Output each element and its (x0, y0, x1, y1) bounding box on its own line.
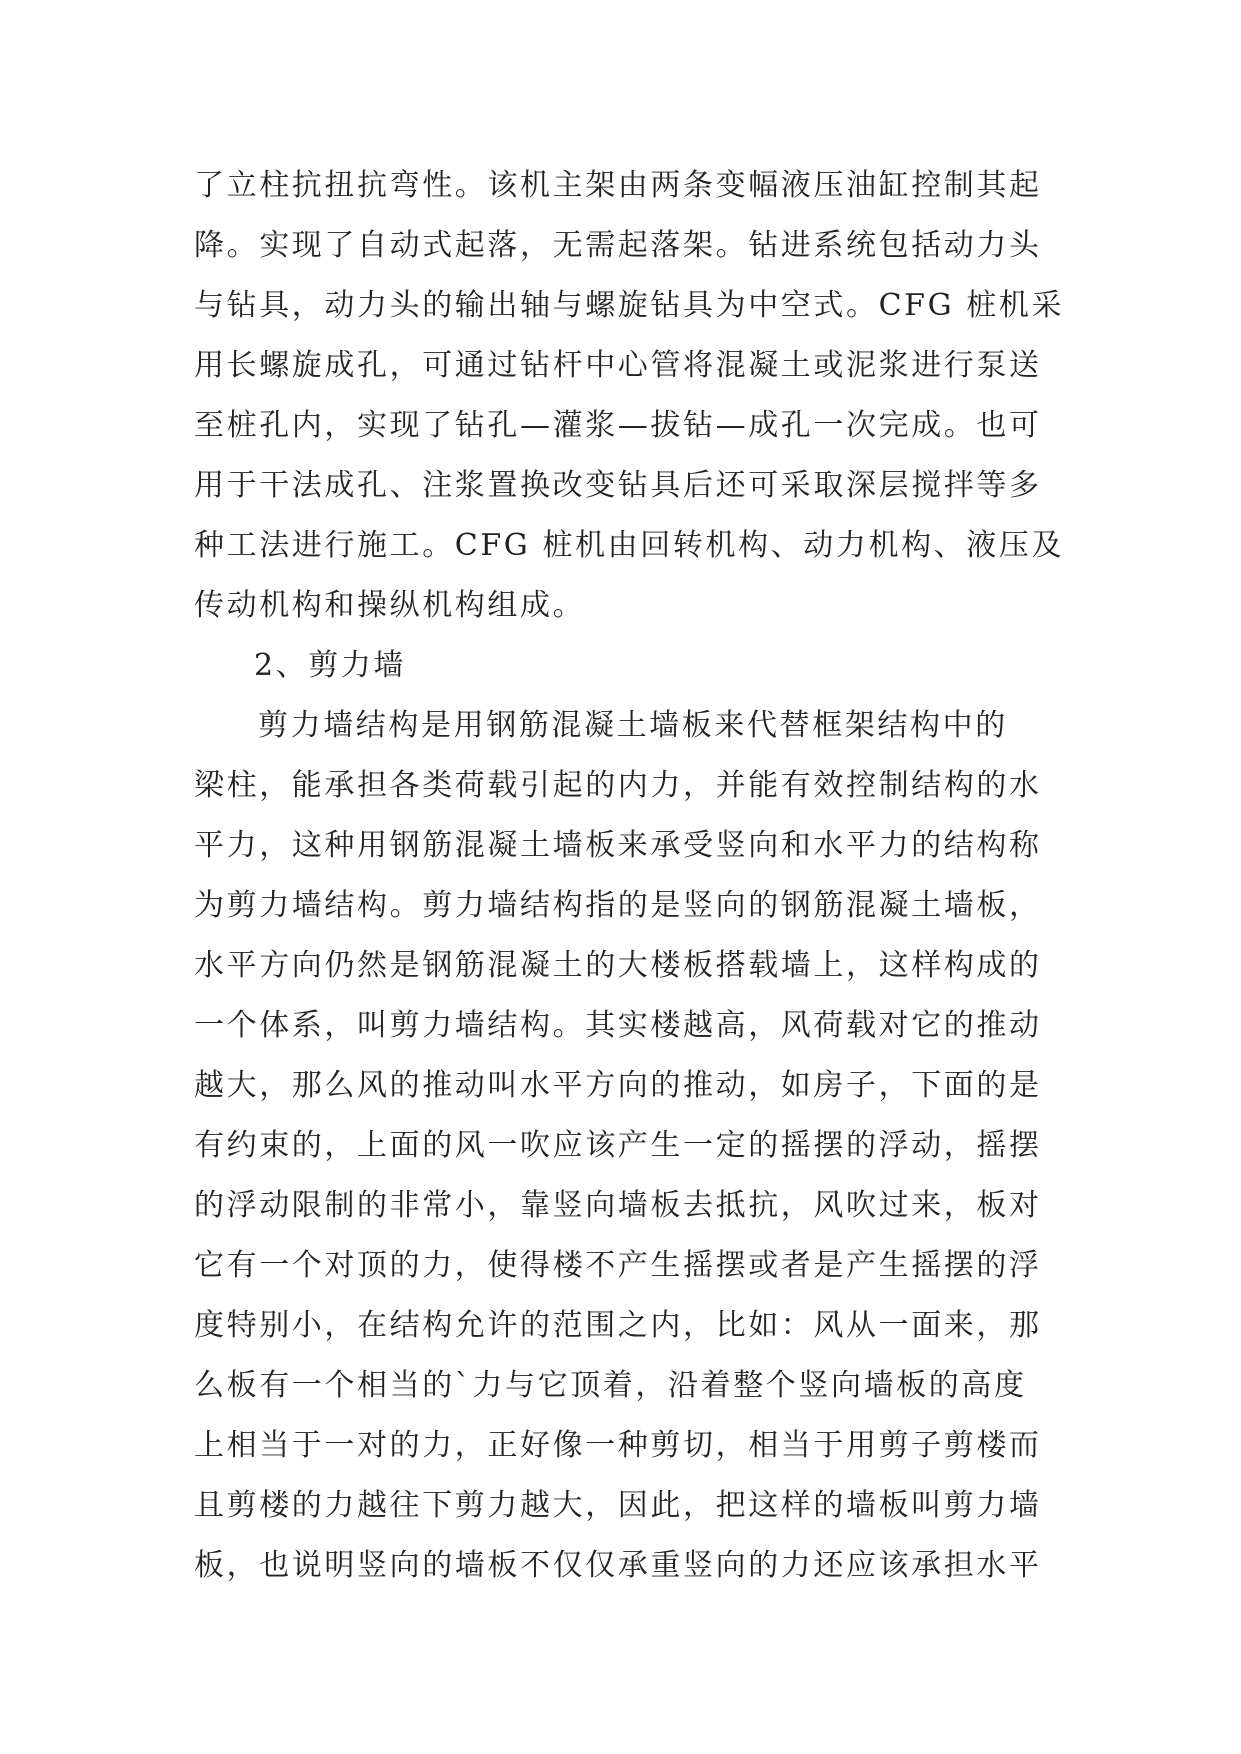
text-line: 水平方向仍然是钢筋混凝土的大楼板搭载墙上，这样构成的 (194, 948, 1042, 983)
text-line: 种工法进行施工。CFG 桩机由回转机构、动力机构、液压及 (194, 528, 1065, 563)
text-line: 度特别小，在结构允许的范围之内，比如：风从一面来，那 (194, 1308, 1042, 1343)
text-line: 越大，那么风的推动叫水平方向的推动，如房子，下面的是 (194, 1068, 1042, 1103)
text-line: 且剪楼的力越往下剪力越大，因此，把这样的墙板叫剪力墙 (194, 1488, 1042, 1523)
text-line: 么板有一个相当的`力与它顶着，沿着整个竖向墙板的高度 (194, 1368, 1027, 1403)
paragraph-first-line: 剪力墙结构是用钢筋混凝土墙板来代替框架结构中的 (258, 708, 1008, 743)
section-heading: 2、剪力墙 (254, 648, 407, 683)
text-line: 一个体系，叫剪力墙结构。其实楼越高，风荷载对它的推动 (194, 1008, 1042, 1043)
text-line: 上相当于一对的力，正好像一种剪切，相当于用剪子剪楼而 (194, 1428, 1042, 1463)
text-line: 为剪力墙结构。剪力墙结构指的是竖向的钢筋混凝土墙板， (194, 888, 1042, 923)
text-line: 降。实现了自动式起落，无需起落架。钻进系统包括动力头 (194, 228, 1042, 263)
text-line: 有约束的，上面的风一吹应该产生一定的摇摆的浮动，摇摆 (194, 1128, 1042, 1163)
text-line: 平力，这种用钢筋混凝土墙板来承受竖向和水平力的结构称 (194, 828, 1042, 863)
text-line: 梁柱，能承担各类荷载引起的内力，并能有效控制结构的水 (194, 768, 1042, 803)
text-line: 至桩孔内，实现了钻孔—灌浆—拔钻—成孔一次完成。也可 (194, 408, 1042, 443)
text-line: 用长螺旋成孔，可通过钻杆中心管将混凝土或泥浆进行泵送 (194, 348, 1042, 383)
text-line: 与钻具，动力头的输出轴与螺旋钻具为中空式。CFG 桩机采 (194, 288, 1065, 323)
body-text (194, 156, 1064, 1596)
text-line: 的浮动限制的非常小，靠竖向墙板去抵抗，风吹过来，板对 (194, 1188, 1042, 1223)
text-line: 板，也说明竖向的墙板不仅仅承重竖向的力还应该承担水平 (194, 1548, 1042, 1583)
text-line: 了立柱抗扭抗弯性。该机主架由两条变幅液压油缸控制其起 (194, 168, 1042, 203)
text-line: 传动机构和操纵机构组成。 (194, 588, 586, 623)
text-line: 用于干法成孔、注浆置换改变钻具后还可采取深层搅拌等多 (194, 468, 1042, 503)
text-line: 它有一个对顶的力，使得楼不产生摇摆或者是产生摇摆的浮 (194, 1248, 1042, 1283)
